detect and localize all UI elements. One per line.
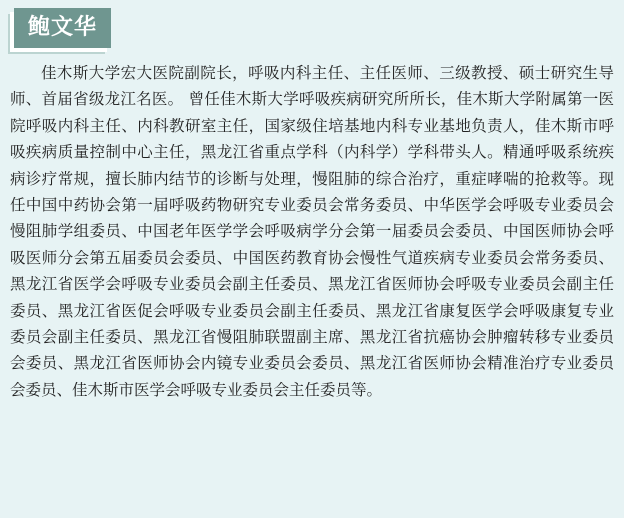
profile-name: 鲍文华: [14, 8, 111, 48]
profile-bio: 佳木斯大学宏大医院副院长，呼吸内科主任、主任医师、三级教授、硕士研究生导师、首届省级龙江名医。 曾任佳木斯大学呼吸疾病研究所所长，佳木斯大学附属第一医院呼吸内科主任、内科教研室主任，国家级住培基地内科专业基地负责人，佳木斯市呼吸疾病质量控制中心主任，黑龙江省重点学科（内科学）学科带头人。精通呼吸系统疾病诊疗常规，擅长肺内结节的诊断与处理，慢阻肺的综合治疗，重症哮喘的抢救等。现任中国中药协会第一届呼吸药物研究专业委员会常务委员、中华医学会呼吸专业委员会慢阻肺学组委员、中国老年医学学会呼吸病学分会第一届委员会委员、中国医师协会呼吸医师分会第五届委员会委员、中国医药教育协会慢性气道疾病专业委员会常务委员、黑龙江省医学会呼吸专业委员会副主任委员、黑龙江省医师协会呼吸专业委员会副主任委员、黑龙江省医促会呼吸专业委员会副主任委员、黑龙江省康复医学会呼吸康复专业委员会副主任委员、黑龙江省慢阻肺联盟副主席、黑龙江省抗癌协会肿瘤转移专业委员会委员、黑龙江省医师协会内镜专业委员会委员、黑龙江省医师协会精准治疗专业委员会委员、佳木斯市医学会呼吸专业委员会主任委员等。: [10, 64, 614, 399]
